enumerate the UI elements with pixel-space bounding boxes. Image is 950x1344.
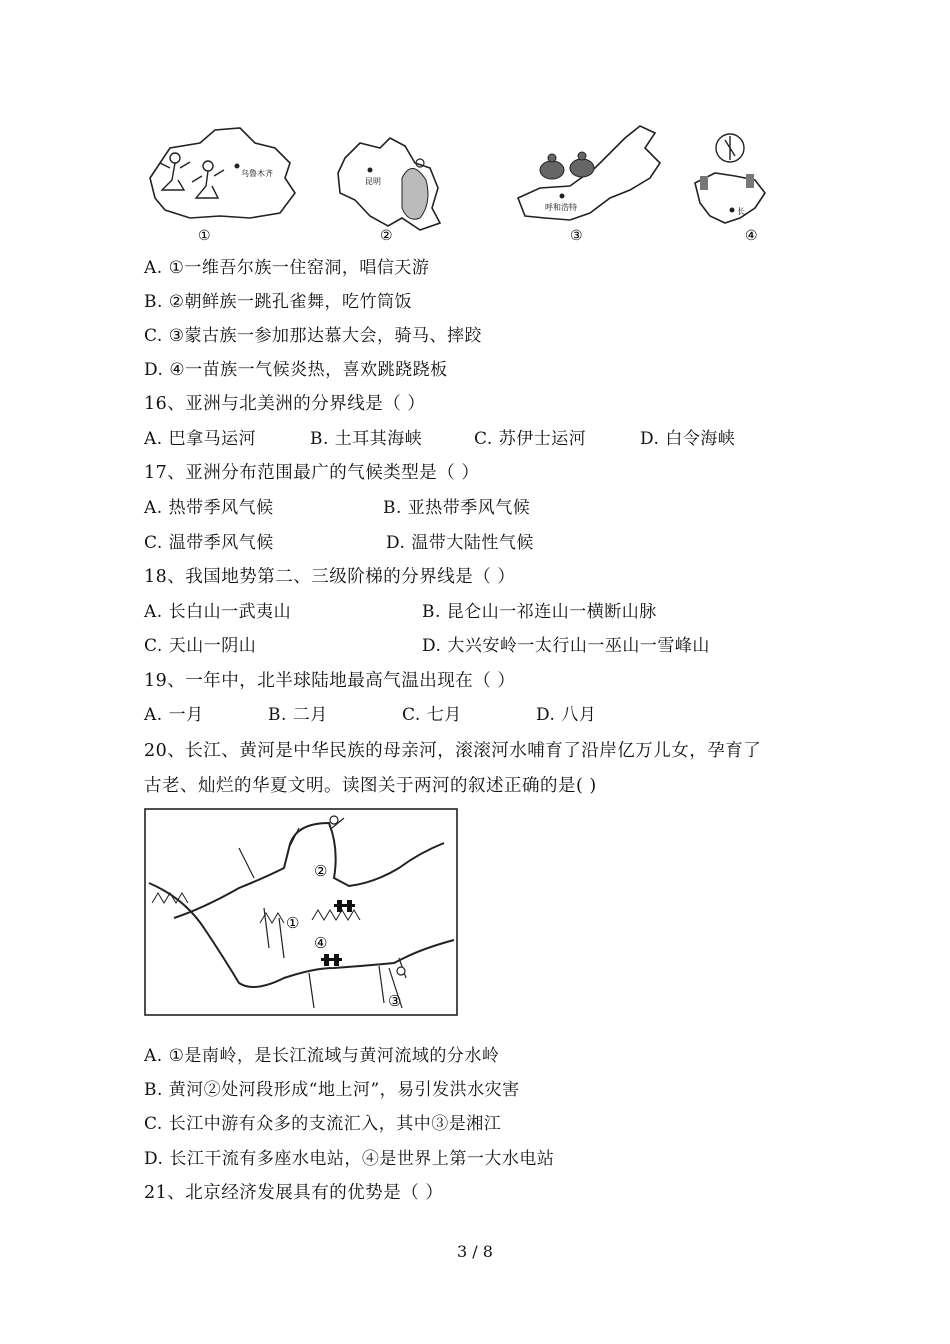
q20-stem-line1: 20、长江、黄河是中华民族的母亲河，滚滚河水哺育了沿岸亿万儿女，孕育了 xyxy=(144,741,762,761)
q15-option-b: B. ②朝鲜族一跳孔雀舞，吃竹筒饭 xyxy=(144,292,413,312)
q17-stem: 17、亚洲分布范围最广的气候类型是（ ） xyxy=(144,463,480,483)
map-label-2: ② xyxy=(380,228,393,244)
q20-stem-line2: 古老、灿烂的华夏文明。读图关于两河的叙述正确的是( ) xyxy=(144,776,597,796)
city-hohhot: 呼和浩特 xyxy=(545,203,577,212)
q17-option-b: B. 亚热带季风气候 xyxy=(383,498,531,518)
map-label-3: ③ xyxy=(570,228,583,244)
q16-stem: 16、亚洲与北美洲的分界线是（ ） xyxy=(144,394,426,414)
q15-option-a: A. ①一维吾尔族一住窑洞，唱信天游 xyxy=(144,258,430,278)
q18-stem: 18、我国地势第二、三级阶梯的分界线是（ ） xyxy=(144,567,516,587)
river-map-label-4: ④ xyxy=(314,934,328,952)
map-xinjiang xyxy=(150,128,295,218)
q16-option-c: C. 苏伊士运河 xyxy=(474,429,587,449)
q18-option-c: C. 天山一阴山 xyxy=(144,636,257,656)
q20-option-c: C. 长江中游有众多的支流汇入，其中③是湘江 xyxy=(144,1114,502,1134)
q19-option-a: A. 一月 xyxy=(144,705,204,725)
q19-stem: 19、一年中，北半球陆地最高气温出现在（ ） xyxy=(144,671,516,691)
q18-option-b: B. 昆仑山一祁连山一横断山脉 xyxy=(422,602,657,622)
map-jilin xyxy=(695,134,765,223)
page-number: 3 / 8 xyxy=(457,1242,493,1261)
map-label-4: ④ xyxy=(745,228,758,244)
river-map-label-2: ② xyxy=(314,862,328,880)
q17-option-a: A. 热带季风气候 xyxy=(144,498,274,518)
map-label-1: ① xyxy=(198,228,211,244)
ethnic-regions-figure xyxy=(140,118,780,248)
q17-option-c: C. 温带季风气候 xyxy=(144,533,274,553)
q21-stem: 21、北京经济发展具有的优势是（ ） xyxy=(144,1183,444,1203)
ethnic-maps-svg xyxy=(140,118,780,248)
map-yunnan xyxy=(338,138,440,230)
river-map-label-3: ③ xyxy=(388,992,402,1010)
map-inner-mongolia xyxy=(518,126,660,220)
q19-option-b: B. 二月 xyxy=(268,705,328,725)
q16-option-a: A. 巴拿马运河 xyxy=(144,429,257,449)
city-changchun: 长 xyxy=(737,207,745,216)
q20-option-d: D. 长江干流有多座水电站，④是世界上第一大水电站 xyxy=(144,1149,555,1169)
rivers-map-svg xyxy=(144,808,458,1016)
q16-option-d: D. 白令海峡 xyxy=(640,429,736,449)
city-kunming: 昆明 xyxy=(365,177,381,186)
q17-option-d: D. 温带大陆性气候 xyxy=(386,533,534,553)
rivers-map-figure xyxy=(144,808,458,1016)
q18-option-a: A. 长白山一武夷山 xyxy=(144,602,292,622)
river-map-label-1: ① xyxy=(286,914,300,932)
city-urumqi: 乌鲁木齐 xyxy=(241,169,273,178)
q19-option-c: C. 七月 xyxy=(402,705,462,725)
q19-option-d: D. 八月 xyxy=(536,705,597,725)
q20-option-a: A. ①是南岭，是长江流域与黄河流域的分水岭 xyxy=(144,1046,500,1066)
q15-option-d: D. ④一苗族一气候炎热，喜欢跳跷跷板 xyxy=(144,360,448,380)
q16-option-b: B. 土耳其海峡 xyxy=(310,429,423,449)
q18-option-d: D. 大兴安岭一太行山一巫山一雪峰山 xyxy=(422,636,710,656)
q20-option-b: B. 黄河②处河段形成“地上河”，易引发洪水灾害 xyxy=(144,1080,520,1100)
q15-option-c: C. ③蒙古族一参加那达慕大会，骑马、摔跤 xyxy=(144,326,482,346)
